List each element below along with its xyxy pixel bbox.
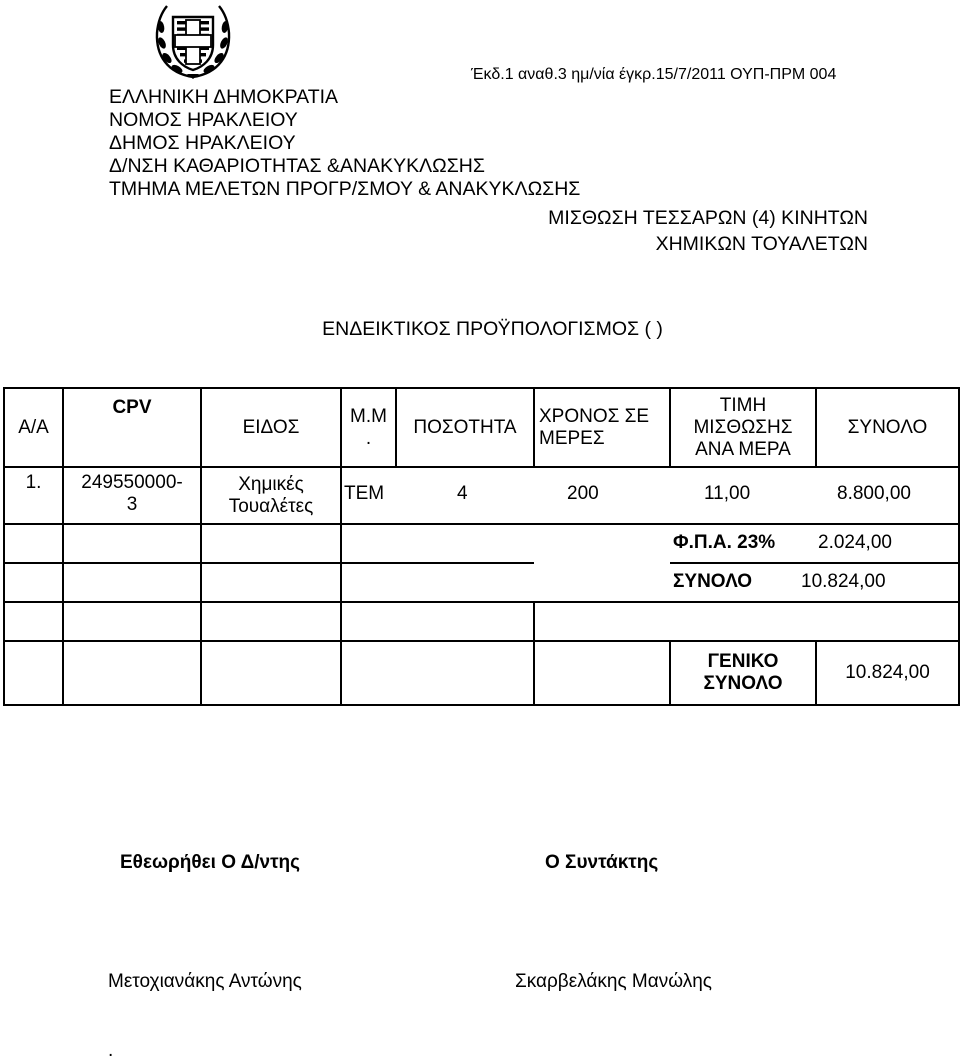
header-municipality: ΔΗΜΟΣ ΗΡΑΚΛΕΙΟΥ — [109, 132, 296, 154]
col-header-mm: Μ.Μ . — [341, 388, 396, 467]
col-header-cpv: CPV — [63, 388, 201, 467]
cell-synolo: 8.800,00 — [837, 483, 911, 504]
synolo-label: ΣΥΝΟΛΟ — [673, 571, 753, 592]
footer-mark: . — [108, 1040, 114, 1061]
subject-line-2: ΧΗΜΙΚΩΝ ΤΟΥΑΛΕΤΩΝ — [655, 233, 868, 255]
cell-posotita: 4 — [457, 483, 468, 504]
table-row-synolo — [4, 563, 959, 602]
col-header-synolo: ΣΥΝΟΛΟ — [816, 388, 959, 467]
col-header-posotita: ΠΟΣΟΤΗΤΑ — [396, 388, 534, 467]
cell-item-values — [341, 467, 959, 524]
budget-table — [3, 387, 960, 706]
table-row-empty — [4, 602, 959, 641]
signature-author-name: Σκαρβελάκης Μανώλης — [515, 971, 712, 992]
cell-xronos: 200 — [567, 483, 599, 504]
cell-mm: ΤΕΜ — [344, 483, 385, 504]
revision-reference: Έκδ.1 αναθ.3 ημ/νία έγκρ.15/7/2011 ΟΥΠ-ΠΡΜ 004 — [471, 66, 837, 83]
header-prefecture: ΝΟΜΟΣ ΗΡΑΚΛΕΙΟΥ — [109, 109, 298, 131]
subject-line-1: ΜΙΣΘΩΣΗ ΤΕΣΣΑΡΩΝ (4) ΚΙΝΗΤΩΝ — [548, 207, 868, 229]
geniko-value: 10.824,00 — [816, 641, 959, 705]
cell-cpv: 249550000- 3 — [63, 467, 201, 524]
signature-approver-name: Μετοχιανάκης Αντώνης — [108, 971, 302, 992]
table-row-fpa — [4, 524, 959, 563]
table-row-geniko — [4, 641, 959, 705]
cell-eidos: Χημικές Τουαλέτες — [201, 467, 341, 524]
geniko-label: ΓΕΝΙΚΟ ΣΥΝΟΛΟ — [670, 641, 816, 705]
header-country: ΕΛΛΗΝΙΚΗ ΔΗΜΟΚΡΑΤΙΑ — [109, 86, 339, 108]
fpa-cell — [670, 524, 959, 563]
cell-timi: 11,00 — [704, 483, 751, 504]
header-directorate: Δ/ΝΣΗ ΚΑΘΑΡΙΟΤΗΤΑΣ &ΑΝΑΚΥΚΛΩΣΗΣ — [109, 155, 485, 177]
col-header-eidos: ΕΙΔΟΣ — [201, 388, 341, 467]
synolo-cell — [670, 563, 959, 602]
signature-approver-title: Εθεωρήθει Ο Δ/ντης — [120, 852, 301, 873]
col-header-aa: Α/Α — [4, 388, 63, 467]
fpa-label: Φ.Π.Α. 23% — [673, 532, 776, 553]
synolo-value: 10.824,00 — [801, 571, 886, 592]
table-header-row — [4, 388, 959, 467]
signature-author-title: Ο Συντάκτης — [545, 852, 659, 873]
col-header-xronos: ΧΡΟΝΟΣ ΣΕ ΜΕΡΕΣ — [534, 388, 670, 467]
greek-state-emblem-icon — [153, 3, 233, 80]
table-row — [4, 467, 959, 524]
header-department: ΤΜΗΜΑ ΜΕΛΕΤΩΝ ΠΡΟΓΡ/ΣΜΟΥ & ΑΝΑΚΥΚΛΩΣΗΣ — [109, 178, 581, 200]
fpa-value: 2.024,00 — [818, 532, 892, 553]
col-header-timi: ΤΙΜΗ ΜΙΣΘΩΣΗΣ ΑΝΑ ΜΕΡΑ — [670, 388, 816, 467]
document-title: ΕΝΔΕΙΚΤΙΚΟΣ ΠΡΟΫΠΟΛΟΓΙΣΜΟΣ ( ) — [322, 318, 663, 340]
cell-aa: 1. — [4, 467, 63, 524]
